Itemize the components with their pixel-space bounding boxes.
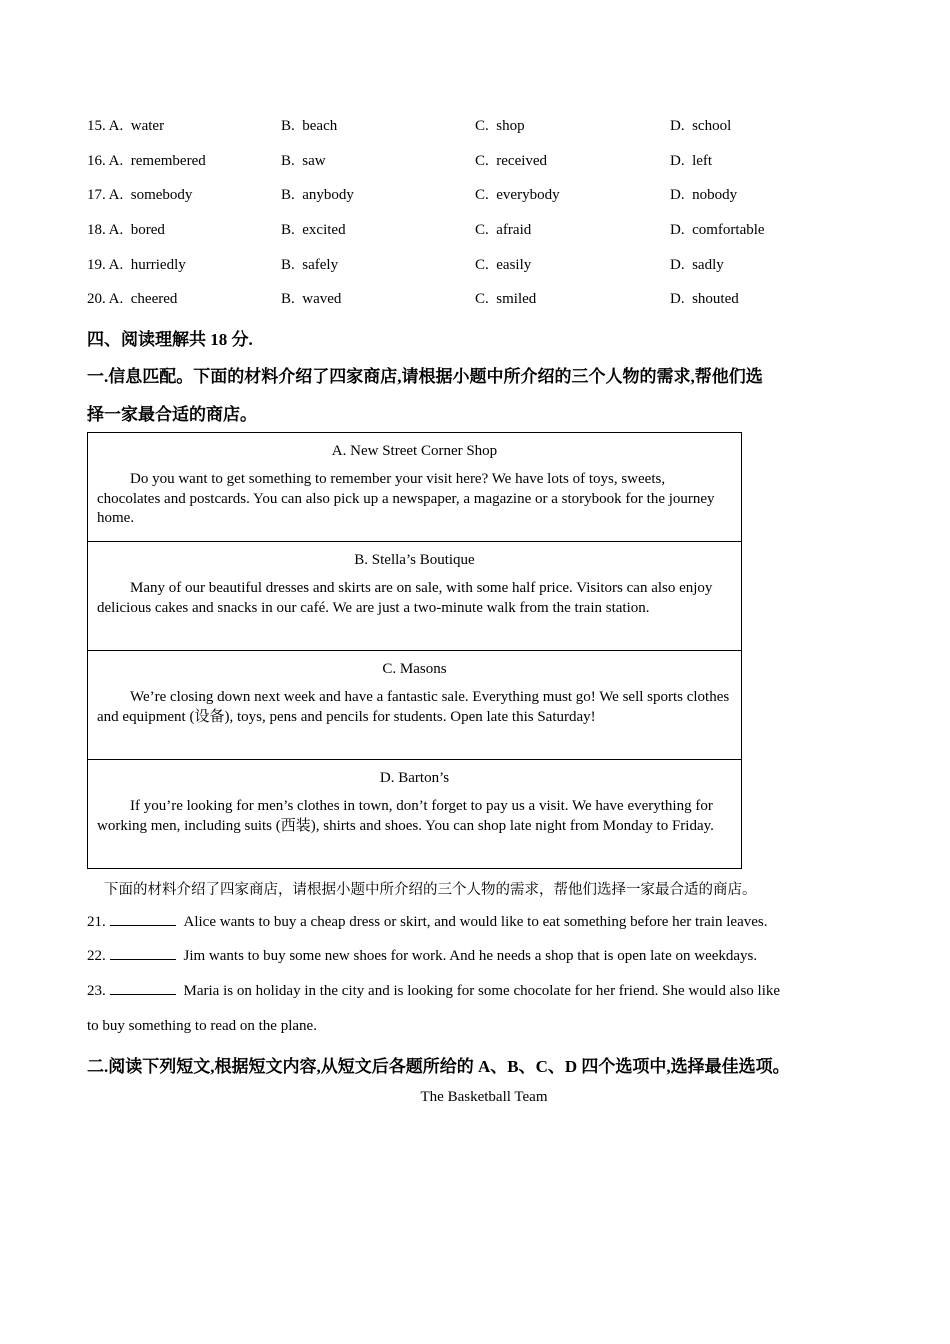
option-d[interactable]: D. comfortable xyxy=(670,222,765,238)
option-row-15 xyxy=(87,118,867,140)
shop-name: B. Stella’s Boutique xyxy=(354,552,475,568)
question-21 xyxy=(87,912,768,931)
section-4-title: 四、阅读理解共 18 分. xyxy=(87,330,253,349)
question-22 xyxy=(87,946,757,965)
option-d[interactable]: D. shouted xyxy=(670,291,739,307)
option-c[interactable]: C. shop xyxy=(475,118,525,134)
part-1-instruction-line-2: 择一家最合适的商店。 xyxy=(87,405,257,424)
question-text: Jim wants to buy some new shoes for work. And he needs a shop that is open late on weekdays. xyxy=(183,948,758,964)
question-number: 23. xyxy=(87,983,106,999)
option-c[interactable]: C. smiled xyxy=(475,291,537,307)
option-row-20 xyxy=(87,291,867,313)
shop-row-b xyxy=(88,542,742,651)
question-number: 21. xyxy=(87,914,106,930)
shop-name: D. Barton’s xyxy=(379,770,450,786)
option-a[interactable]: 17. A. somebody xyxy=(87,187,193,203)
shop-row-c xyxy=(88,651,742,760)
part-1-instruction-line-1: 一.信息匹配。下面的材料介绍了四家商店,请根据小题中所介绍的三个人物的需求,帮他们选 xyxy=(87,367,763,386)
shop-table xyxy=(87,432,742,869)
option-b[interactable]: B. waved xyxy=(281,291,342,307)
option-d[interactable]: D. school xyxy=(670,118,732,134)
question-23 xyxy=(87,981,780,1000)
answer-blank[interactable] xyxy=(110,981,176,995)
option-d[interactable]: D. left xyxy=(670,153,713,169)
option-row-16 xyxy=(87,153,867,175)
part-2-instruction: 二.阅读下列短文,根据短文内容,从短文后各题所给的 A、B、C、D 四个选项中,选择最佳选项。 xyxy=(87,1057,790,1076)
option-c[interactable]: C. afraid xyxy=(475,222,532,238)
option-row-17 xyxy=(87,187,867,209)
shop-description: Many of our beautiful dresses and skirts are on sale, with some half price. Visitors can also enjoy delicious cakes and snacks in our café. We are just a two-minute walk from the train station. xyxy=(97,580,713,616)
repeat-instruction: 下面的材料介绍了四家商店，请根据小题中所介绍的三个人物的需求，帮他们选择一家最合适的商店。 xyxy=(104,882,757,898)
answer-blank[interactable] xyxy=(110,946,176,960)
question-number: 22. xyxy=(87,948,106,964)
answer-blank[interactable] xyxy=(110,912,176,926)
option-a[interactable]: 18. A. bored xyxy=(87,222,165,238)
shop-description: We’re closing down next week and have a fantastic sale. Everything must go! We sell sports clothes and equipment (设备), toys, pens and pencils for students. Open late this Saturday! xyxy=(97,689,730,725)
option-b[interactable]: B. anybody xyxy=(281,187,354,203)
shop-name: A. New Street Corner Shop xyxy=(331,443,498,459)
option-row-18 xyxy=(87,222,867,244)
shop-description: Do you want to get something to remember your visit here? We have lots of toys, sweets, chocolates and postcards. You can also pick up a newspaper, a magazine or a storybook for the journey home. xyxy=(97,471,715,527)
option-c[interactable]: C. easily xyxy=(475,257,532,273)
shop-description: If you’re looking for men’s clothes in town, don’t forget to pay us a visit. We have everything for working men, including suits (西装), shirts and shoes. You can shop late night from Monday to Friday. xyxy=(97,798,714,834)
shop-row-d xyxy=(88,760,742,869)
option-d[interactable]: D. sadly xyxy=(670,257,724,273)
option-b[interactable]: B. excited xyxy=(281,222,346,238)
option-c[interactable]: C. received xyxy=(475,153,548,169)
option-b[interactable]: B. beach xyxy=(281,118,338,134)
shop-name: C. Masons xyxy=(382,661,447,677)
option-row-19 xyxy=(87,257,867,279)
option-a[interactable]: 16. A. remembered xyxy=(87,153,206,169)
question-23-continuation: to buy something to read on the plane. xyxy=(87,1018,317,1034)
question-text: Alice wants to buy a cheap dress or skirt, and would like to eat something before her train leaves. xyxy=(183,914,768,930)
option-a[interactable]: 20. A. cheered xyxy=(87,291,178,307)
option-b[interactable]: B. safely xyxy=(281,257,339,273)
option-d[interactable]: D. nobody xyxy=(670,187,738,203)
option-b[interactable]: B. saw xyxy=(281,153,326,169)
passage-title: The Basketball Team xyxy=(420,1089,548,1105)
option-a[interactable]: 19. A. hurriedly xyxy=(87,257,186,273)
question-text: Maria is on holiday in the city and is looking for some chocolate for her friend. She would also like xyxy=(183,983,781,999)
shop-row-a xyxy=(88,433,742,542)
option-a[interactable]: 15. A. water xyxy=(87,118,165,134)
option-c[interactable]: C. everybody xyxy=(475,187,560,203)
